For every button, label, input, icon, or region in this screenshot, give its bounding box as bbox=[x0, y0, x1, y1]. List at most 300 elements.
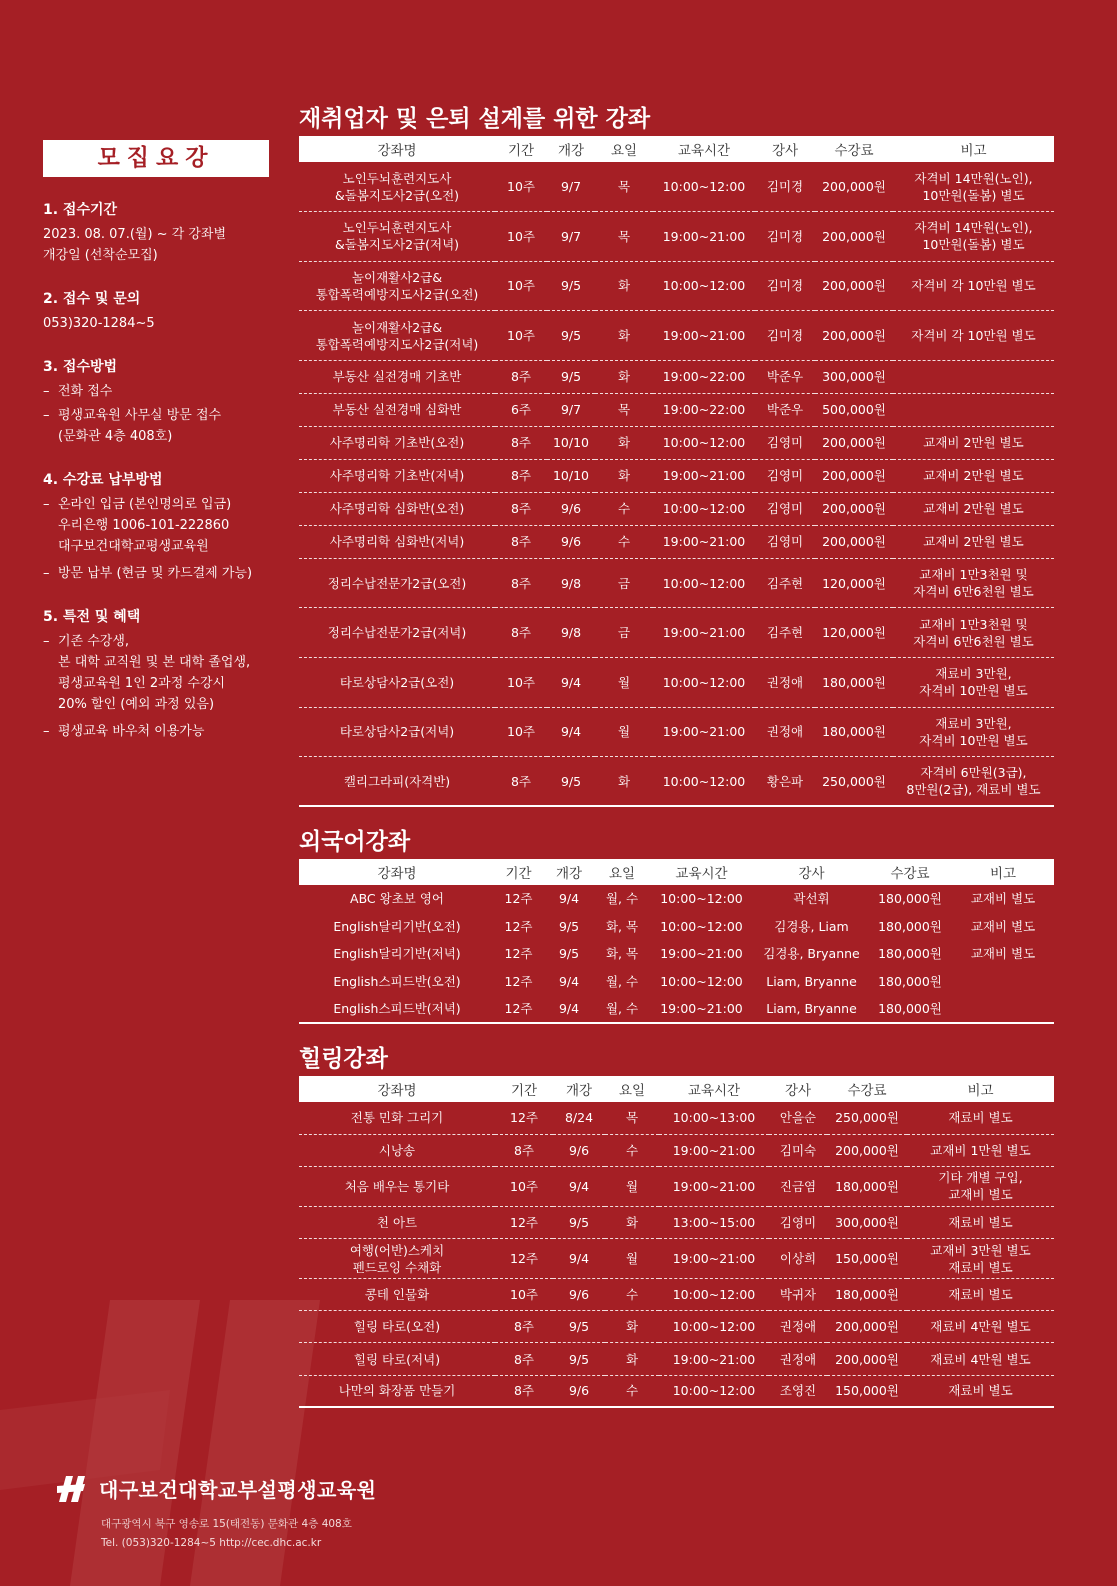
section-benefits bbox=[43, 606, 269, 742]
cell-text: 19:00~22:00 bbox=[662, 402, 746, 418]
cell-duration bbox=[495, 212, 547, 262]
cell-text: 정리수납전문가2급(오전) bbox=[327, 575, 467, 591]
org-name: 대구보건대학교부설평생교육원 bbox=[99, 1478, 377, 1502]
cell-text: 8만원(2급), 재료비 별도 bbox=[906, 782, 1041, 798]
cell-text: 180,000원 bbox=[878, 973, 942, 989]
cell-text: 10만원(돌봄) 별도 bbox=[922, 187, 1025, 203]
table-row bbox=[299, 492, 1054, 525]
cell-text: 교재비 1만원 별도 bbox=[930, 1142, 1031, 1158]
column-header-start-date: 개강 bbox=[547, 136, 595, 162]
cell-text: 200,000원 bbox=[835, 1142, 899, 1158]
section-title: 재취업자 및 은퇴 설계를 위한 강좌 bbox=[299, 106, 651, 132]
cell-class-time bbox=[659, 1166, 769, 1206]
cell-class-time bbox=[648, 913, 755, 941]
cell-class-time bbox=[659, 1239, 769, 1279]
cell-text: 김영미 bbox=[766, 501, 804, 517]
cell-text: 자격비 14만원(노인), bbox=[914, 170, 1033, 186]
cell-tuition bbox=[815, 757, 893, 807]
cell-course-name bbox=[299, 913, 495, 941]
list-item-continued: 평생교육원 1인 2과정 수강시 bbox=[58, 676, 226, 691]
table-row bbox=[299, 212, 1054, 262]
cell-duration bbox=[495, 162, 547, 212]
info-line: 개강일 (선착순모집) bbox=[43, 248, 158, 263]
cell-text: 8주 bbox=[513, 1319, 535, 1335]
cell-weekday bbox=[595, 658, 653, 708]
column-header-course-name: 강좌명 bbox=[299, 859, 495, 885]
table-row bbox=[299, 360, 1054, 393]
list-item-continued: (문화관 4층 408호) bbox=[58, 429, 173, 444]
cell-text: 200,000원 bbox=[822, 468, 886, 484]
cell-text: 10:00~12:00 bbox=[662, 575, 746, 591]
cell-course-name bbox=[299, 1206, 495, 1238]
cell-course-name bbox=[299, 1311, 495, 1343]
cell-start-date bbox=[547, 426, 595, 459]
cell-class-time bbox=[653, 608, 755, 658]
cell-text: 교재비 2만원 별도 bbox=[923, 435, 1024, 451]
cell-weekday bbox=[605, 1102, 659, 1134]
footer bbox=[57, 1474, 376, 1553]
account-holder: 대구보건대학교평생교육원 bbox=[58, 539, 209, 554]
recruitment-title: 모집요강 bbox=[43, 140, 269, 177]
cell-text: 200,000원 bbox=[822, 435, 886, 451]
cell-instructor bbox=[755, 212, 815, 262]
cell-text: 나만의 화장품 만들기 bbox=[338, 1383, 456, 1399]
cell-text: 월 bbox=[617, 724, 631, 740]
column-header-tuition: 수강료 bbox=[868, 859, 952, 885]
cell-text: 자격비 각 10만원 별도 bbox=[911, 328, 1036, 344]
cell-tuition bbox=[827, 1343, 907, 1375]
cell-start-date bbox=[553, 1166, 605, 1206]
cell-instructor bbox=[755, 162, 815, 212]
cell-text: 10만원(돌봄) 별도 bbox=[922, 237, 1025, 253]
cell-text: 9/4 bbox=[558, 973, 580, 989]
cell-weekday bbox=[605, 1343, 659, 1375]
cell-note bbox=[907, 1206, 1054, 1238]
table-row bbox=[299, 913, 1054, 941]
cell-text: 재료비 별도 bbox=[948, 1214, 1013, 1230]
cell-text: 권정애 bbox=[779, 1351, 817, 1367]
table-row bbox=[299, 261, 1054, 311]
cell-text: 19:00~21:00 bbox=[662, 534, 746, 550]
cell-tuition bbox=[815, 558, 893, 608]
cell-text: 9/5 bbox=[568, 1351, 590, 1367]
cell-text: 12주 bbox=[504, 918, 533, 934]
cell-weekday bbox=[596, 940, 648, 968]
cell-text: 부동산 실전경매 심화반 bbox=[332, 402, 462, 418]
cell-text: 콩테 인물화 bbox=[364, 1287, 430, 1303]
cell-duration bbox=[495, 658, 547, 708]
cell-text: 김미숙 bbox=[779, 1142, 817, 1158]
cell-text: 150,000원 bbox=[835, 1251, 899, 1267]
cell-text: 200,000원 bbox=[835, 1351, 899, 1367]
table-header-row bbox=[299, 136, 1054, 162]
cell-class-time bbox=[653, 162, 755, 212]
cell-text: 김경용, Bryanne bbox=[763, 946, 860, 962]
cell-duration bbox=[495, 525, 547, 558]
cell-weekday bbox=[605, 1134, 659, 1166]
cell-start-date bbox=[542, 885, 596, 913]
cell-text: 9/5 bbox=[568, 1214, 590, 1230]
cell-start-date bbox=[542, 968, 596, 996]
cell-duration bbox=[495, 995, 542, 1023]
cell-text: 19:00~21:00 bbox=[662, 328, 746, 344]
cell-start-date bbox=[547, 393, 595, 426]
cell-text: 금 bbox=[617, 625, 631, 641]
cell-text: 8주 bbox=[513, 1351, 535, 1367]
cell-text: 10주 bbox=[510, 1178, 538, 1194]
cell-text: 김경용, Liam bbox=[774, 918, 849, 934]
section-inquiry bbox=[43, 288, 269, 334]
cell-text: 여행(어반)스케치 bbox=[349, 1242, 445, 1258]
course-section-reemployment bbox=[299, 105, 1054, 807]
list-item-continued: 20% 할인 (예외 과정 있음) bbox=[58, 697, 215, 712]
table-row bbox=[299, 426, 1054, 459]
cell-text: 12주 bbox=[504, 1000, 533, 1016]
cell-text: 재료비 4만원 별도 bbox=[930, 1351, 1031, 1367]
cell-text: 교재비 별도 bbox=[970, 891, 1036, 907]
cell-text: 재료비 별도 bbox=[948, 1110, 1013, 1126]
cell-text: 8주 bbox=[510, 468, 532, 484]
cell-instructor bbox=[769, 1206, 827, 1238]
cell-course-name bbox=[299, 261, 495, 311]
cell-text: 10:00~12:00 bbox=[662, 435, 746, 451]
cell-weekday bbox=[596, 885, 648, 913]
cell-text: ABC 왕초보 영어 bbox=[350, 891, 444, 907]
cell-course-name bbox=[299, 393, 495, 426]
cell-text: 곽선휘 bbox=[793, 891, 830, 907]
table-row bbox=[299, 459, 1054, 492]
cell-text: 사주명리학 심화반(저녁) bbox=[329, 534, 465, 550]
cell-text: 10주 bbox=[507, 179, 535, 195]
cell-tuition bbox=[868, 885, 952, 913]
cell-course-name bbox=[299, 757, 495, 807]
cell-text: 9/4 bbox=[568, 1178, 590, 1194]
cell-text: 김주현 bbox=[766, 575, 804, 591]
cell-course-name bbox=[299, 1102, 495, 1134]
cell-text: 펜드로잉 수채화 bbox=[352, 1259, 442, 1275]
cell-text: English스피드반(오전) bbox=[333, 973, 461, 989]
cell-text: 8주 bbox=[513, 1142, 535, 1158]
cell-text: 12주 bbox=[504, 891, 533, 907]
cell-instructor bbox=[769, 1279, 827, 1311]
cell-text: 9/5 bbox=[558, 946, 580, 962]
cell-start-date bbox=[553, 1239, 605, 1279]
cell-text: 힐링 타로(저녁) bbox=[353, 1351, 441, 1367]
table-row bbox=[299, 1134, 1054, 1166]
cell-tuition bbox=[815, 360, 893, 393]
cell-tuition bbox=[827, 1134, 907, 1166]
column-header-course-name: 강좌명 bbox=[299, 136, 495, 162]
cell-duration bbox=[495, 261, 547, 311]
cell-instructor bbox=[755, 885, 868, 913]
list-item: – 기존 수강생, bbox=[43, 631, 269, 652]
cell-start-date bbox=[547, 492, 595, 525]
table-row bbox=[299, 162, 1054, 212]
cell-course-name bbox=[299, 968, 495, 996]
cell-note bbox=[952, 913, 1054, 941]
cell-duration bbox=[495, 360, 547, 393]
cell-text: 12주 bbox=[504, 973, 533, 989]
cell-tuition bbox=[827, 1279, 907, 1311]
cell-text: 놀이재활사2급& bbox=[351, 319, 443, 335]
cell-text: 10:00~12:00 bbox=[662, 773, 746, 789]
table-row bbox=[299, 1311, 1054, 1343]
cell-text: 교재비 2만원 별도 bbox=[923, 501, 1024, 517]
cell-text: 김미경 bbox=[766, 278, 804, 294]
section-title: 외국어강좌 bbox=[299, 829, 411, 855]
cell-text: 19:00~21:00 bbox=[672, 1351, 756, 1367]
cell-class-time bbox=[659, 1279, 769, 1311]
column-header-start-date: 개강 bbox=[553, 1076, 605, 1102]
cell-text: 10:00~12:00 bbox=[672, 1383, 756, 1399]
cell-note bbox=[893, 162, 1054, 212]
cell-text: 8주 bbox=[510, 534, 532, 550]
column-header-weekday: 요일 bbox=[595, 136, 653, 162]
cell-text: 180,000원 bbox=[878, 946, 942, 962]
cell-text: 권정애 bbox=[766, 724, 804, 740]
phone-number: 053)320-1284~5 bbox=[43, 316, 155, 331]
cell-start-date bbox=[547, 162, 595, 212]
cell-course-name bbox=[299, 525, 495, 558]
cell-text: 19:00~22:00 bbox=[662, 369, 746, 385]
cell-text: 화 bbox=[617, 369, 631, 385]
cell-tuition bbox=[815, 658, 893, 708]
cell-text: 8/24 bbox=[564, 1110, 594, 1126]
cell-text: 정리수납전문가2급(저녁) bbox=[327, 625, 467, 641]
cell-duration bbox=[495, 885, 542, 913]
cell-text: 10주 bbox=[507, 228, 535, 244]
cell-weekday bbox=[595, 393, 653, 426]
cell-tuition bbox=[815, 393, 893, 426]
cell-text: 120,000원 bbox=[822, 575, 886, 591]
table-header-row bbox=[299, 859, 1054, 885]
cell-instructor bbox=[755, 995, 868, 1023]
column-header-weekday: 요일 bbox=[596, 859, 648, 885]
cell-note bbox=[893, 261, 1054, 311]
column-header-instructor: 강사 bbox=[755, 136, 815, 162]
cell-text: 180,000원 bbox=[822, 674, 886, 690]
cell-weekday bbox=[595, 757, 653, 807]
cell-text: &돌봄지도사2급(저녁) bbox=[334, 237, 460, 253]
cell-text: 300,000원 bbox=[822, 369, 886, 385]
cell-weekday bbox=[596, 913, 648, 941]
cell-text: 250,000원 bbox=[822, 773, 886, 789]
cell-weekday bbox=[595, 558, 653, 608]
cell-text: 교재비 별도 bbox=[948, 1187, 1013, 1203]
column-header-tuition: 수강료 bbox=[815, 136, 893, 162]
table-row bbox=[299, 995, 1054, 1023]
cell-text: 재료비 별도 bbox=[948, 1383, 1013, 1399]
cell-text: 10:00~12:00 bbox=[660, 973, 743, 989]
list-item: – 평생교육 바우처 이용가능 bbox=[43, 721, 269, 742]
table-row bbox=[299, 1279, 1054, 1311]
cell-text: 김영미 bbox=[766, 534, 804, 550]
cell-instructor bbox=[755, 459, 815, 492]
cell-note bbox=[907, 1102, 1054, 1134]
column-header-duration: 기간 bbox=[495, 1076, 553, 1102]
cell-duration bbox=[495, 558, 547, 608]
cell-text: 10주 bbox=[507, 674, 535, 690]
cell-text: 천 아트 bbox=[376, 1214, 418, 1230]
cell-start-date bbox=[542, 995, 596, 1023]
list-item: – 평생교육원 사무실 방문 접수 bbox=[43, 405, 269, 426]
table-row bbox=[299, 707, 1054, 757]
cell-text: 재료비 3만원, bbox=[935, 666, 1012, 682]
cell-text: 자격비 6만6천원 별도 bbox=[913, 584, 1034, 600]
cell-class-time bbox=[653, 459, 755, 492]
cell-note bbox=[907, 1343, 1054, 1375]
cell-text: 화 bbox=[625, 1214, 639, 1230]
cell-text: 교재비 2만원 별도 bbox=[923, 534, 1024, 550]
cell-weekday bbox=[595, 360, 653, 393]
cell-note bbox=[893, 393, 1054, 426]
cell-text: 19:00~21:00 bbox=[672, 1142, 756, 1158]
cell-text: 8주 bbox=[510, 625, 532, 641]
cell-text: 9/5 bbox=[560, 278, 582, 294]
cell-class-time bbox=[653, 658, 755, 708]
cell-class-time bbox=[653, 558, 755, 608]
cell-text: 19:00~21:00 bbox=[662, 724, 746, 740]
cell-note bbox=[893, 707, 1054, 757]
cell-instructor bbox=[769, 1166, 827, 1206]
cell-text: 9/6 bbox=[568, 1287, 590, 1303]
table-row bbox=[299, 525, 1054, 558]
cell-note bbox=[893, 558, 1054, 608]
org-logo bbox=[57, 1474, 376, 1503]
cell-duration bbox=[495, 968, 542, 996]
cell-class-time bbox=[653, 757, 755, 807]
table-row bbox=[299, 311, 1054, 361]
cell-note bbox=[952, 940, 1054, 968]
cell-text: 수 bbox=[617, 534, 631, 550]
cell-text: 200,000원 bbox=[822, 328, 886, 344]
table-row bbox=[299, 393, 1054, 426]
cell-text: 12주 bbox=[504, 946, 533, 962]
cell-text: 김영미 bbox=[766, 435, 804, 451]
column-header-instructor: 강사 bbox=[769, 1076, 827, 1102]
cell-text: 10:00~13:00 bbox=[672, 1110, 756, 1126]
cell-text: 재료비 별도 bbox=[948, 1287, 1013, 1303]
cell-text: Liam, Bryanne bbox=[766, 973, 857, 989]
cell-text: 사주명리학 기초반(오전) bbox=[329, 435, 465, 451]
cell-text: 월, 수 bbox=[605, 891, 639, 907]
cell-weekday bbox=[595, 492, 653, 525]
cell-start-date bbox=[542, 913, 596, 941]
cell-text: 9/4 bbox=[558, 1000, 580, 1016]
cell-text: 화 bbox=[617, 328, 631, 344]
cell-duration bbox=[495, 393, 547, 426]
cell-course-name bbox=[299, 459, 495, 492]
cell-weekday bbox=[595, 426, 653, 459]
org-address-block bbox=[101, 1515, 376, 1553]
cell-class-time bbox=[648, 885, 755, 913]
course-table bbox=[299, 136, 1054, 807]
course-table bbox=[299, 1076, 1054, 1408]
table-row bbox=[299, 1375, 1054, 1407]
cell-tuition bbox=[827, 1166, 907, 1206]
cell-text: 200,000원 bbox=[835, 1319, 899, 1335]
cell-note bbox=[907, 1239, 1054, 1279]
cell-text: 10주 bbox=[510, 1287, 538, 1303]
cell-text: 통합폭력예방지도사2급(오전) bbox=[315, 286, 479, 302]
cell-instructor bbox=[755, 707, 815, 757]
cell-text: 목 bbox=[625, 1110, 639, 1126]
cell-text: 처음 배우는 통기타 bbox=[344, 1178, 450, 1194]
cell-text: 황은파 bbox=[766, 773, 804, 789]
cell-note bbox=[893, 426, 1054, 459]
cell-duration bbox=[495, 1166, 553, 1206]
cell-text: 놀이재활사2급& bbox=[351, 269, 443, 285]
cell-text: 19:00~21:00 bbox=[662, 625, 746, 641]
cell-text: 8주 bbox=[510, 773, 532, 789]
cell-note bbox=[893, 459, 1054, 492]
cell-text: 수 bbox=[617, 501, 631, 517]
cell-text: 8주 bbox=[510, 435, 532, 451]
cell-text: 타로상담사2급(오전) bbox=[339, 674, 455, 690]
cell-text: 19:00~21:00 bbox=[660, 946, 743, 962]
cell-class-time bbox=[659, 1102, 769, 1134]
cell-text: 19:00~21:00 bbox=[662, 468, 746, 484]
cell-text: 자격비 각 10만원 별도 bbox=[911, 278, 1036, 294]
cell-text: 월, 수 bbox=[605, 973, 639, 989]
cell-text: 9/7 bbox=[560, 228, 582, 244]
cell-text: 화 bbox=[617, 773, 631, 789]
cell-weekday bbox=[595, 212, 653, 262]
column-header-note: 비고 bbox=[893, 136, 1054, 162]
cell-text: Liam, Bryanne bbox=[766, 1000, 857, 1016]
bank-account: 우리은행 1006-101-222860 bbox=[58, 518, 230, 533]
cell-weekday bbox=[595, 525, 653, 558]
cell-text: 박귀자 bbox=[779, 1287, 817, 1303]
cell-text: 180,000원 bbox=[822, 724, 886, 740]
cell-text: 9/6 bbox=[560, 534, 582, 550]
cell-text: 12주 bbox=[510, 1214, 538, 1230]
column-header-start-date: 개강 bbox=[542, 859, 596, 885]
table-row bbox=[299, 1343, 1054, 1375]
cell-instructor bbox=[755, 940, 868, 968]
cell-class-time bbox=[653, 492, 755, 525]
column-header-course-name: 강좌명 bbox=[299, 1076, 495, 1102]
cell-text: 교재비 3만원 별도 bbox=[930, 1242, 1031, 1258]
recruitment-info-panel bbox=[43, 140, 269, 745]
cell-text: 노인두뇌훈련지도사 bbox=[342, 170, 452, 186]
cell-start-date bbox=[547, 261, 595, 311]
cell-text: 교재비 1만3천원 및 bbox=[919, 567, 1028, 583]
cell-course-name bbox=[299, 426, 495, 459]
cell-text: 권정애 bbox=[779, 1319, 817, 1335]
cell-text: 화 bbox=[617, 435, 631, 451]
cell-text: 재료비 별도 bbox=[948, 1259, 1013, 1275]
cell-start-date bbox=[547, 558, 595, 608]
cell-text: 8주 bbox=[513, 1383, 535, 1399]
cell-duration bbox=[495, 311, 547, 361]
cell-course-name bbox=[299, 311, 495, 361]
cell-weekday bbox=[595, 261, 653, 311]
cell-text: 자격비 6만원(3급), bbox=[920, 765, 1027, 781]
cell-duration bbox=[495, 459, 547, 492]
cell-tuition bbox=[815, 608, 893, 658]
cell-text: 김영미 bbox=[779, 1214, 817, 1230]
cell-text: 월 bbox=[617, 674, 631, 690]
cell-text: &돌봄지도사2급(오전) bbox=[334, 187, 460, 203]
table-row bbox=[299, 658, 1054, 708]
cell-tuition bbox=[868, 913, 952, 941]
cell-weekday bbox=[596, 995, 648, 1023]
cell-text: English달리기반(저녁) bbox=[333, 946, 461, 962]
course-section-foreign-language bbox=[299, 828, 1054, 1024]
table-row bbox=[299, 1102, 1054, 1134]
cell-note bbox=[893, 311, 1054, 361]
